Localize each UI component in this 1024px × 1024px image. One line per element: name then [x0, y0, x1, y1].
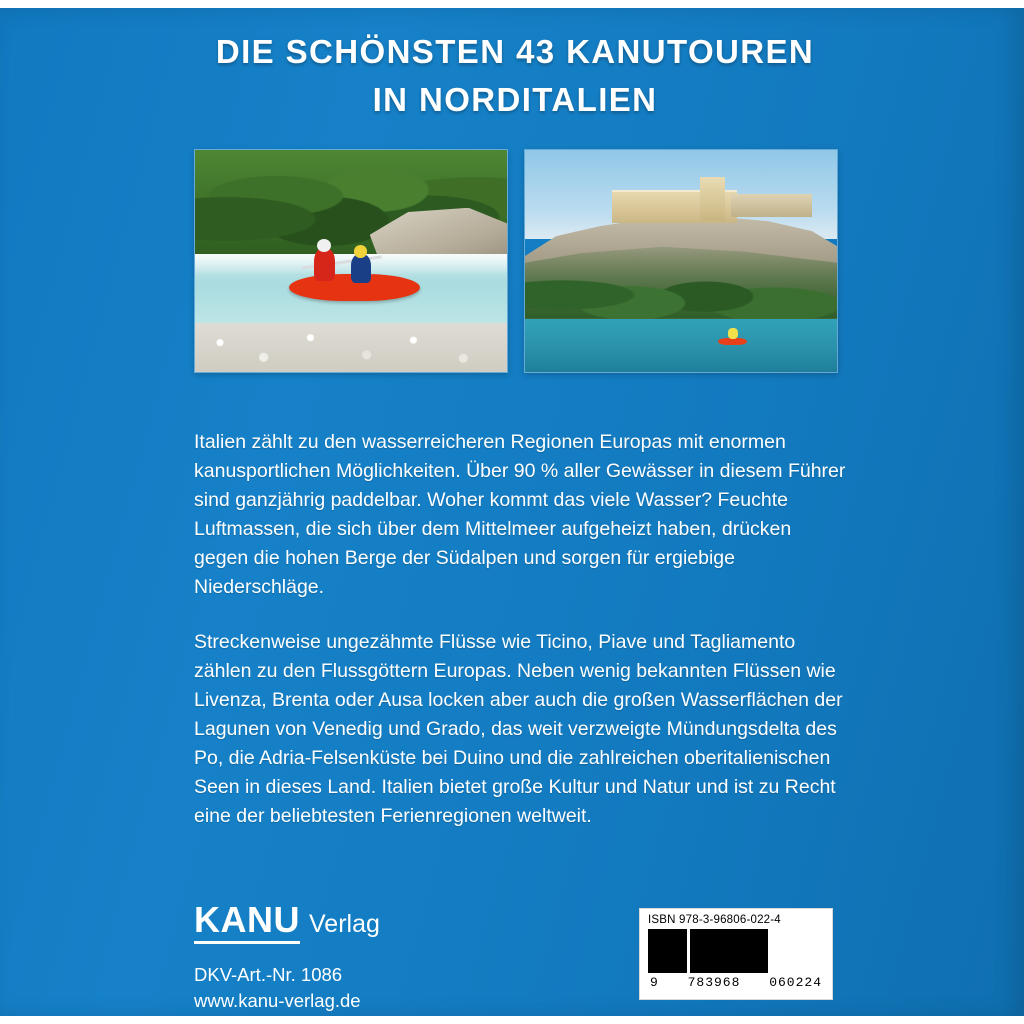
title-line-1: DIE SCHÖNSTEN 43 KANUTOUREN — [215, 33, 815, 70]
paddler-front-body — [314, 248, 336, 281]
photo-gravel-bank-layer — [195, 323, 507, 372]
publisher-logo — [194, 901, 380, 944]
photo-castle-coast — [524, 149, 838, 373]
book-back-cover — [0, 8, 1024, 1016]
barcode-digit-group-left: 9 — [650, 975, 659, 990]
castle-tower — [700, 177, 725, 221]
cover-title — [120, 30, 910, 122]
publisher-logo-block — [194, 901, 380, 1014]
paddler-front-helmet — [317, 239, 331, 252]
blurb-paragraph-1: Italien zählt zu den wasserreicheren Regionen Europas mit enormen kanusportlichen Möglichkeiten. Über 90 % aller Gewässer in diesem Führer sind ganzjährig paddelbar. Woher kommt das viele Wasser? Feuchte Luftmassen, die sich über dem Mittelmeer aufgeheizt haben, drücken gegen die hohen Berge der Südalpen und sorgen für ergiebige Niederschläge. — [194, 431, 846, 598]
barcode-digit-group-middle: 783968 — [687, 975, 741, 990]
isbn-barcode-box — [639, 908, 833, 1000]
barcode-digits — [648, 975, 824, 990]
publisher-website[interactable]: www.kanu-verlag.de — [194, 990, 361, 1011]
publisher-meta — [194, 962, 380, 1014]
barcode-digit-group-right: 060224 — [769, 975, 822, 990]
publisher-logo-name: KANU — [194, 901, 300, 944]
isbn-label: ISBN 978-3-96806-022-4 — [648, 914, 781, 926]
publisher-logo-suffix: Verlag — [309, 910, 380, 938]
title-line-2: IN NORDITALIEN — [372, 81, 658, 118]
barcode-graphic — [648, 929, 824, 973]
photo-sea-layer — [525, 319, 837, 372]
photo-canoe-river — [194, 149, 508, 373]
article-number: DKV-Art.-Nr. 1086 — [194, 964, 343, 985]
back-cover-blurb — [194, 428, 846, 857]
blurb-paragraph-2: Streckenweise ungezähmte Flüsse wie Ticino, Piave und Tagliamento zählen zu den Flussgöttern Europas. Neben wenig bekannten Flüssen wie Livenza, Brenta oder Ausa locken aber auch die großen Wasserflächen der Lagunen von Venedig und Grado, das weit verzweigte Mündungsdelta des Po, die Adria-Felsenküste bei Duino und die zahlreichen oberitalienischen Seen in dieses Land. Italien bietet große Kultur und Natur und ist zu Recht eine der beliebtesten Ferienregionen weltweit. — [194, 631, 843, 827]
paddler-rear-body — [351, 254, 371, 283]
castle-side-building — [731, 194, 812, 216]
sea-kayak-shape — [718, 338, 746, 346]
paddler-rear-helmet — [354, 245, 367, 257]
sea-kayaker-shape — [728, 328, 738, 339]
